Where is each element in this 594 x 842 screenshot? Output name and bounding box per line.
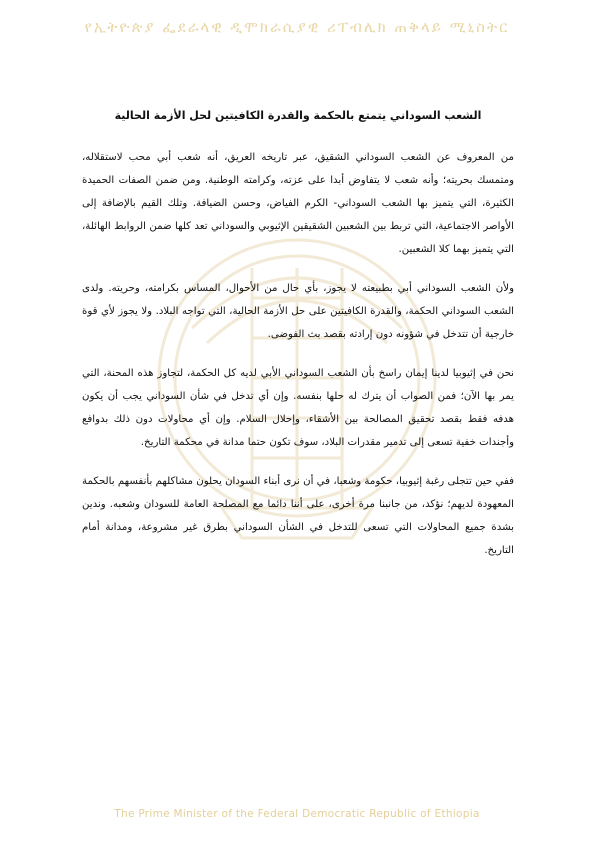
paragraph-3: نحن في إثيوبيا لدينا إيمان راسخ بأن الشعب السوداني الأبي لديه كل الحكمة، لتجاوز هذه المحنة، التي يمر بها الآن؛ فمن الصواب أن يترك له حلها بنفسه. وإن أي تدخل في شأن السوداني يجب أن يكون هدفه فقط بقصد تحقيق المصالحة بين الأشقاء، وإحلال السلام. وإن أي محاولات دون ذلك بدوافع وأجندات خفية تسعى إلى تدمير مقدرات البلاد، سوف تكون حتما مدانة في محكمة التاريخ. [82,368,514,448]
document-title: الشعب السوداني يتمتع بالحكمة والقدرة الكافيتين لحل الأزمة الحالية [114,109,482,122]
paragraph-4: ففي حين تتجلى رغبة إثيوبيا، حكومة وشعبا، في أن نرى أبناء السودان يحلون مشاكلهم بأنفسهم بالحكمة المعهودة لديهم؛ نؤكد، من جانبنا مرة أخرى، على أننا دائما مع المصلحة العامة للسودان وشعبه. وندين بشدة جميع المحاولات التي تسعى للتدخل في الشأن السوداني بطرق غير مشروعة، ومدانة أمام التاريخ. [82,476,514,556]
letterhead-footer [0,808,594,820]
letterhead-english-text: The Prime Minister of the Federal Democratic Republic of Ethiopia [114,808,480,820]
letterhead-header [0,18,594,36]
paragraph-1: من المعروف عن الشعب السوداني الشقيق، عبر تاريخه العريق، أنه شعب أبي محب لاستقلاله، ومتمسك بحريته؛ وأنه شعب لا يتفاوض أبدا على عزته، وكرامته الوطنية. ومن ضمن الصفات الحميدة الكثيرة، التي يتميز بها الشعب السوداني- الكرم الفياض، وحسن الضيافة. وتلك القيم بالإضافة إلى الأواصر الاجتماعية، التي تربط بين الشعبين الشقيقين الإثيوبي والسوداني تعد كلها ضمن الروابط الهائلة، التي يتميز بهما كلا الشعبين. [82,152,514,255]
letterhead-amharic-text: የኢትዮጵያ ፌደራላዊ ዲሞክራሲያዊ ሪፐብሊክ ጠቅላይ ሚኒስትር [84,18,510,36]
document-body [82,108,514,578]
paragraph-2: ولأن الشعب السوداني أبي بطبيعته لا يجوز، بأي حال من الأحوال، المساس بكرامته، وحريته. ولدى الشعب السوداني الحكمة، والقدرة الكافيتين على حل الأزمة الحالية، التي تواجه البلاد. ولا يجوز لأي قوة خارجية أن تتدخل في شؤونه دون إرادته بقصد بث الفوضى. [82,283,514,340]
